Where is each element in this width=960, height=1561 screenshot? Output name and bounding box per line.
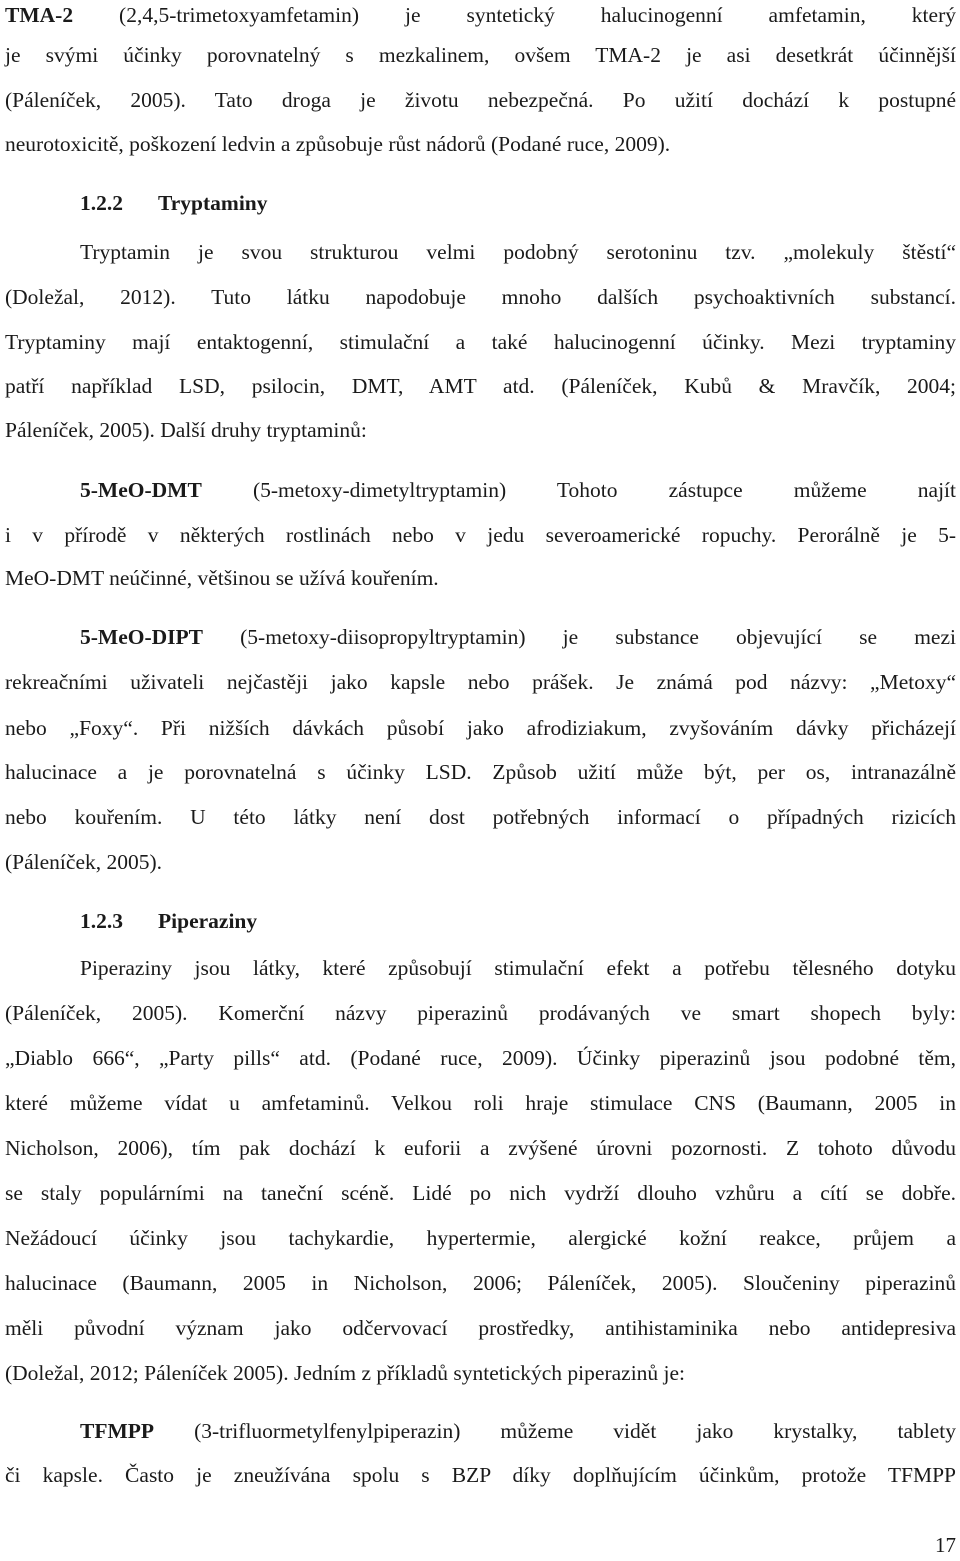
text-line: TMA-2 (2,4,5-trimetoxyamfetamin) je syntetický halucinogenní amfetamin, který — [5, 3, 956, 27]
text-line: i v přírodě v některých rostlinách nebo v jedu severoamerické ropuchy. Perorálně je 5- — [5, 523, 956, 547]
text-line: (Páleníček, 2005). — [5, 850, 163, 874]
text-line: Piperaziny jsou látky, které způsobují stimulační efekt a potřebu tělesného dotyku — [80, 956, 956, 980]
text-line: MeO-DMT neúčinné, většinou se užívá kouřením. — [5, 566, 439, 590]
text-line: (Páleníček, 2005). Komerční názvy piperazinů prodávaných ve smart shopech byly: — [5, 1001, 956, 1025]
text-line: se staly populárními na taneční scéně. Lidé po nich vydrží dlouho vzhůru a cítí se dobře. — [5, 1181, 956, 1205]
text-line: Tryptaminy mají entaktogenní, stimulační a také halucinogenní účinky. Mezi tryptaminy — [5, 330, 956, 354]
text-line: halucinace a je porovnatelná s účinky LSD. Způsob užití může být, per os, intranazálně — [5, 760, 956, 784]
text-line: (Doležal, 2012; Páleníček 2005). Jedním z příkladů syntetických piperazinů je: — [5, 1361, 686, 1385]
text-line: (Páleníček, 2005). Tato droga je životu nebezpečná. Po užití dochází k postupné — [5, 88, 956, 112]
text-line: 5-MeO-DIPT (5-metoxy-diisopropyltryptamin) je substance objevující se mezi — [80, 625, 956, 649]
text-line: rekreačními uživateli nejčastěji jako kapsle nebo prášek. Je známá pod názvy: „Metoxy“ — [5, 670, 956, 694]
text-line: nebo „Foxy“. Při nižších dávkách působí jako afrodiziakum, zvyšováním dávky přicházejí — [5, 716, 956, 740]
text-line: (Doležal, 2012). Tuto látku napodobuje mnoho dalších psychoaktivních substancí. — [5, 285, 956, 309]
text-line: nebo kouřením. U této látky není dost potřebných informací o případných rizicích — [5, 805, 956, 829]
section-heading-tryptaminy: 1.2.2 Tryptaminy — [80, 191, 268, 215]
text-line: 5-MeO-DMT (5-metoxy-dimetyltryptamin) Tohoto zástupce můžeme najít — [80, 478, 956, 502]
text-line: které můžeme vídat u amfetaminů. Velkou roli hraje stimulace CNS (Baumann, 2005 in — [5, 1091, 956, 1115]
text-line: patří například LSD, psilocin, DMT, AMT atd. (Páleníček, Kubů & Mravčík, 2004; — [5, 374, 956, 398]
text-line: měli původní význam jako odčervovací prostředky, antihistaminika nebo antidepresiva — [5, 1316, 956, 1340]
text-line: Tryptamin je svou strukturou velmi podobný serotoninu tzv. „molekuly štěstí“ — [80, 240, 956, 264]
section-heading-piperaziny: 1.2.3 Piperaziny — [80, 909, 258, 933]
text-line: TFMPP (3-trifluormetylfenylpiperazin) můžeme vidět jako krystalky, tablety — [80, 1419, 956, 1443]
text-line: Nežádoucí účinky jsou tachykardie, hypertermie, alergické kožní reakce, průjem a — [5, 1226, 956, 1250]
text-line: Nicholson, 2006), tím pak dochází k euforii a zvýšené úrovni pozornosti. Z tohoto důvodu — [5, 1136, 956, 1160]
text-line: Páleníček, 2005). Další druhy tryptaminů: — [5, 418, 367, 442]
page-number: 17 — [935, 1533, 956, 1557]
text-line: „Diablo 666“, „Party pills“ atd. (Podané ruce, 2009). Účinky piperazinů jsou podobné těm, — [5, 1046, 956, 1070]
text-line: neurotoxicitě, poškození ledvin a způsobuje růst nádorů (Podané ruce, 2009). — [5, 132, 671, 156]
text-line: je svými účinky porovnatelný s mezkalinem, ovšem TMA-2 je asi desetkrát účinnější — [5, 43, 956, 67]
text-line: halucinace (Baumann, 2005 in Nicholson, 2006; Páleníček, 2005). Sloučeniny piperazinů — [5, 1271, 956, 1295]
text-line: či kapsle. Často je zneužívána spolu s BZP díky doplňujícím účinkům, protože TFMPP — [5, 1463, 956, 1487]
